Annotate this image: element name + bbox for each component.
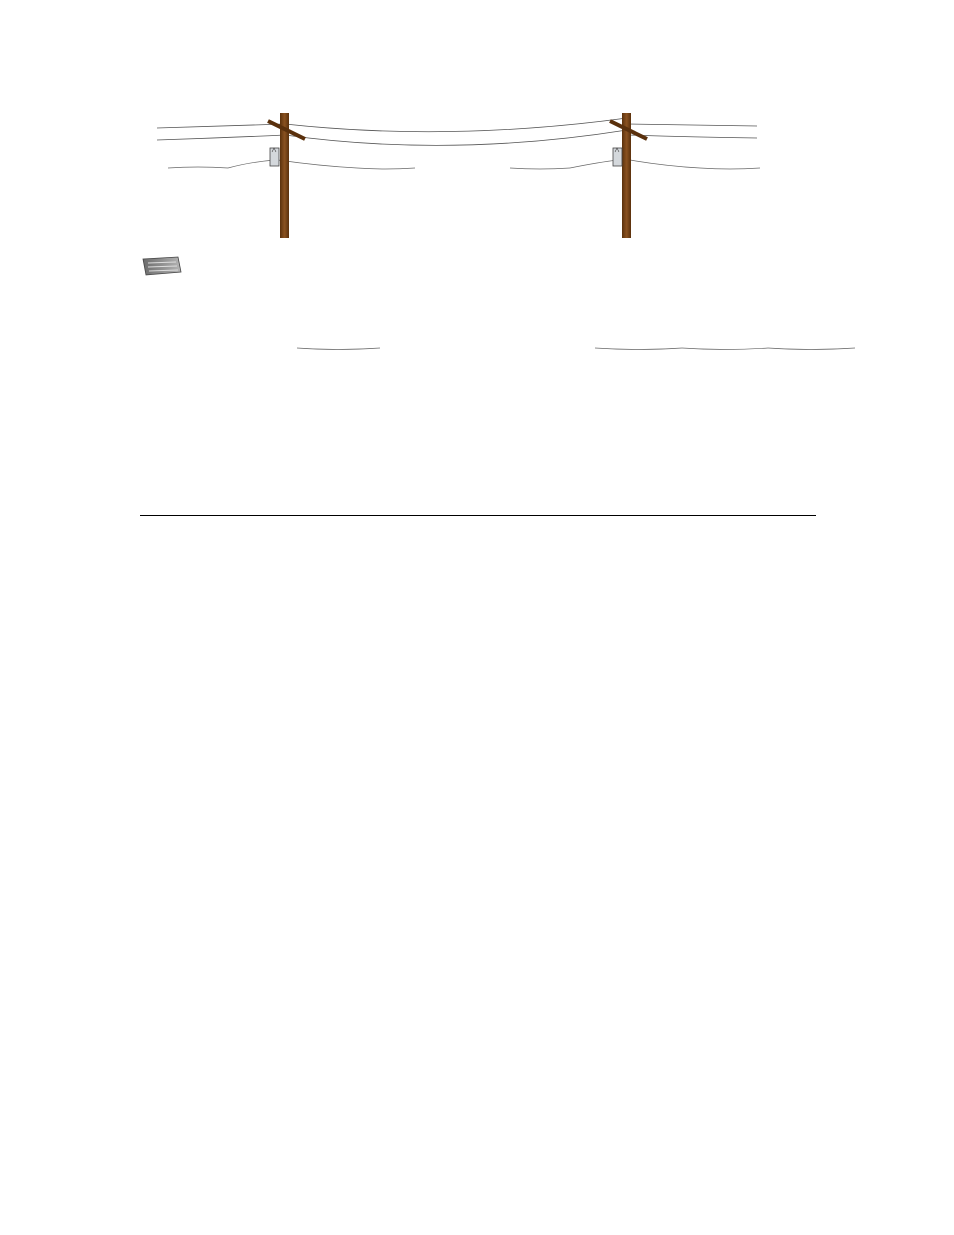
utility-pole-left — [268, 113, 305, 238]
lamp-wires-top — [168, 160, 760, 169]
lamp-wires-bottom — [297, 348, 855, 350]
section-rule — [140, 515, 816, 516]
data-concentrator-icon — [143, 257, 181, 275]
street-light-bridge-figure — [0, 0, 954, 470]
overhead-power-lines — [157, 118, 757, 145]
